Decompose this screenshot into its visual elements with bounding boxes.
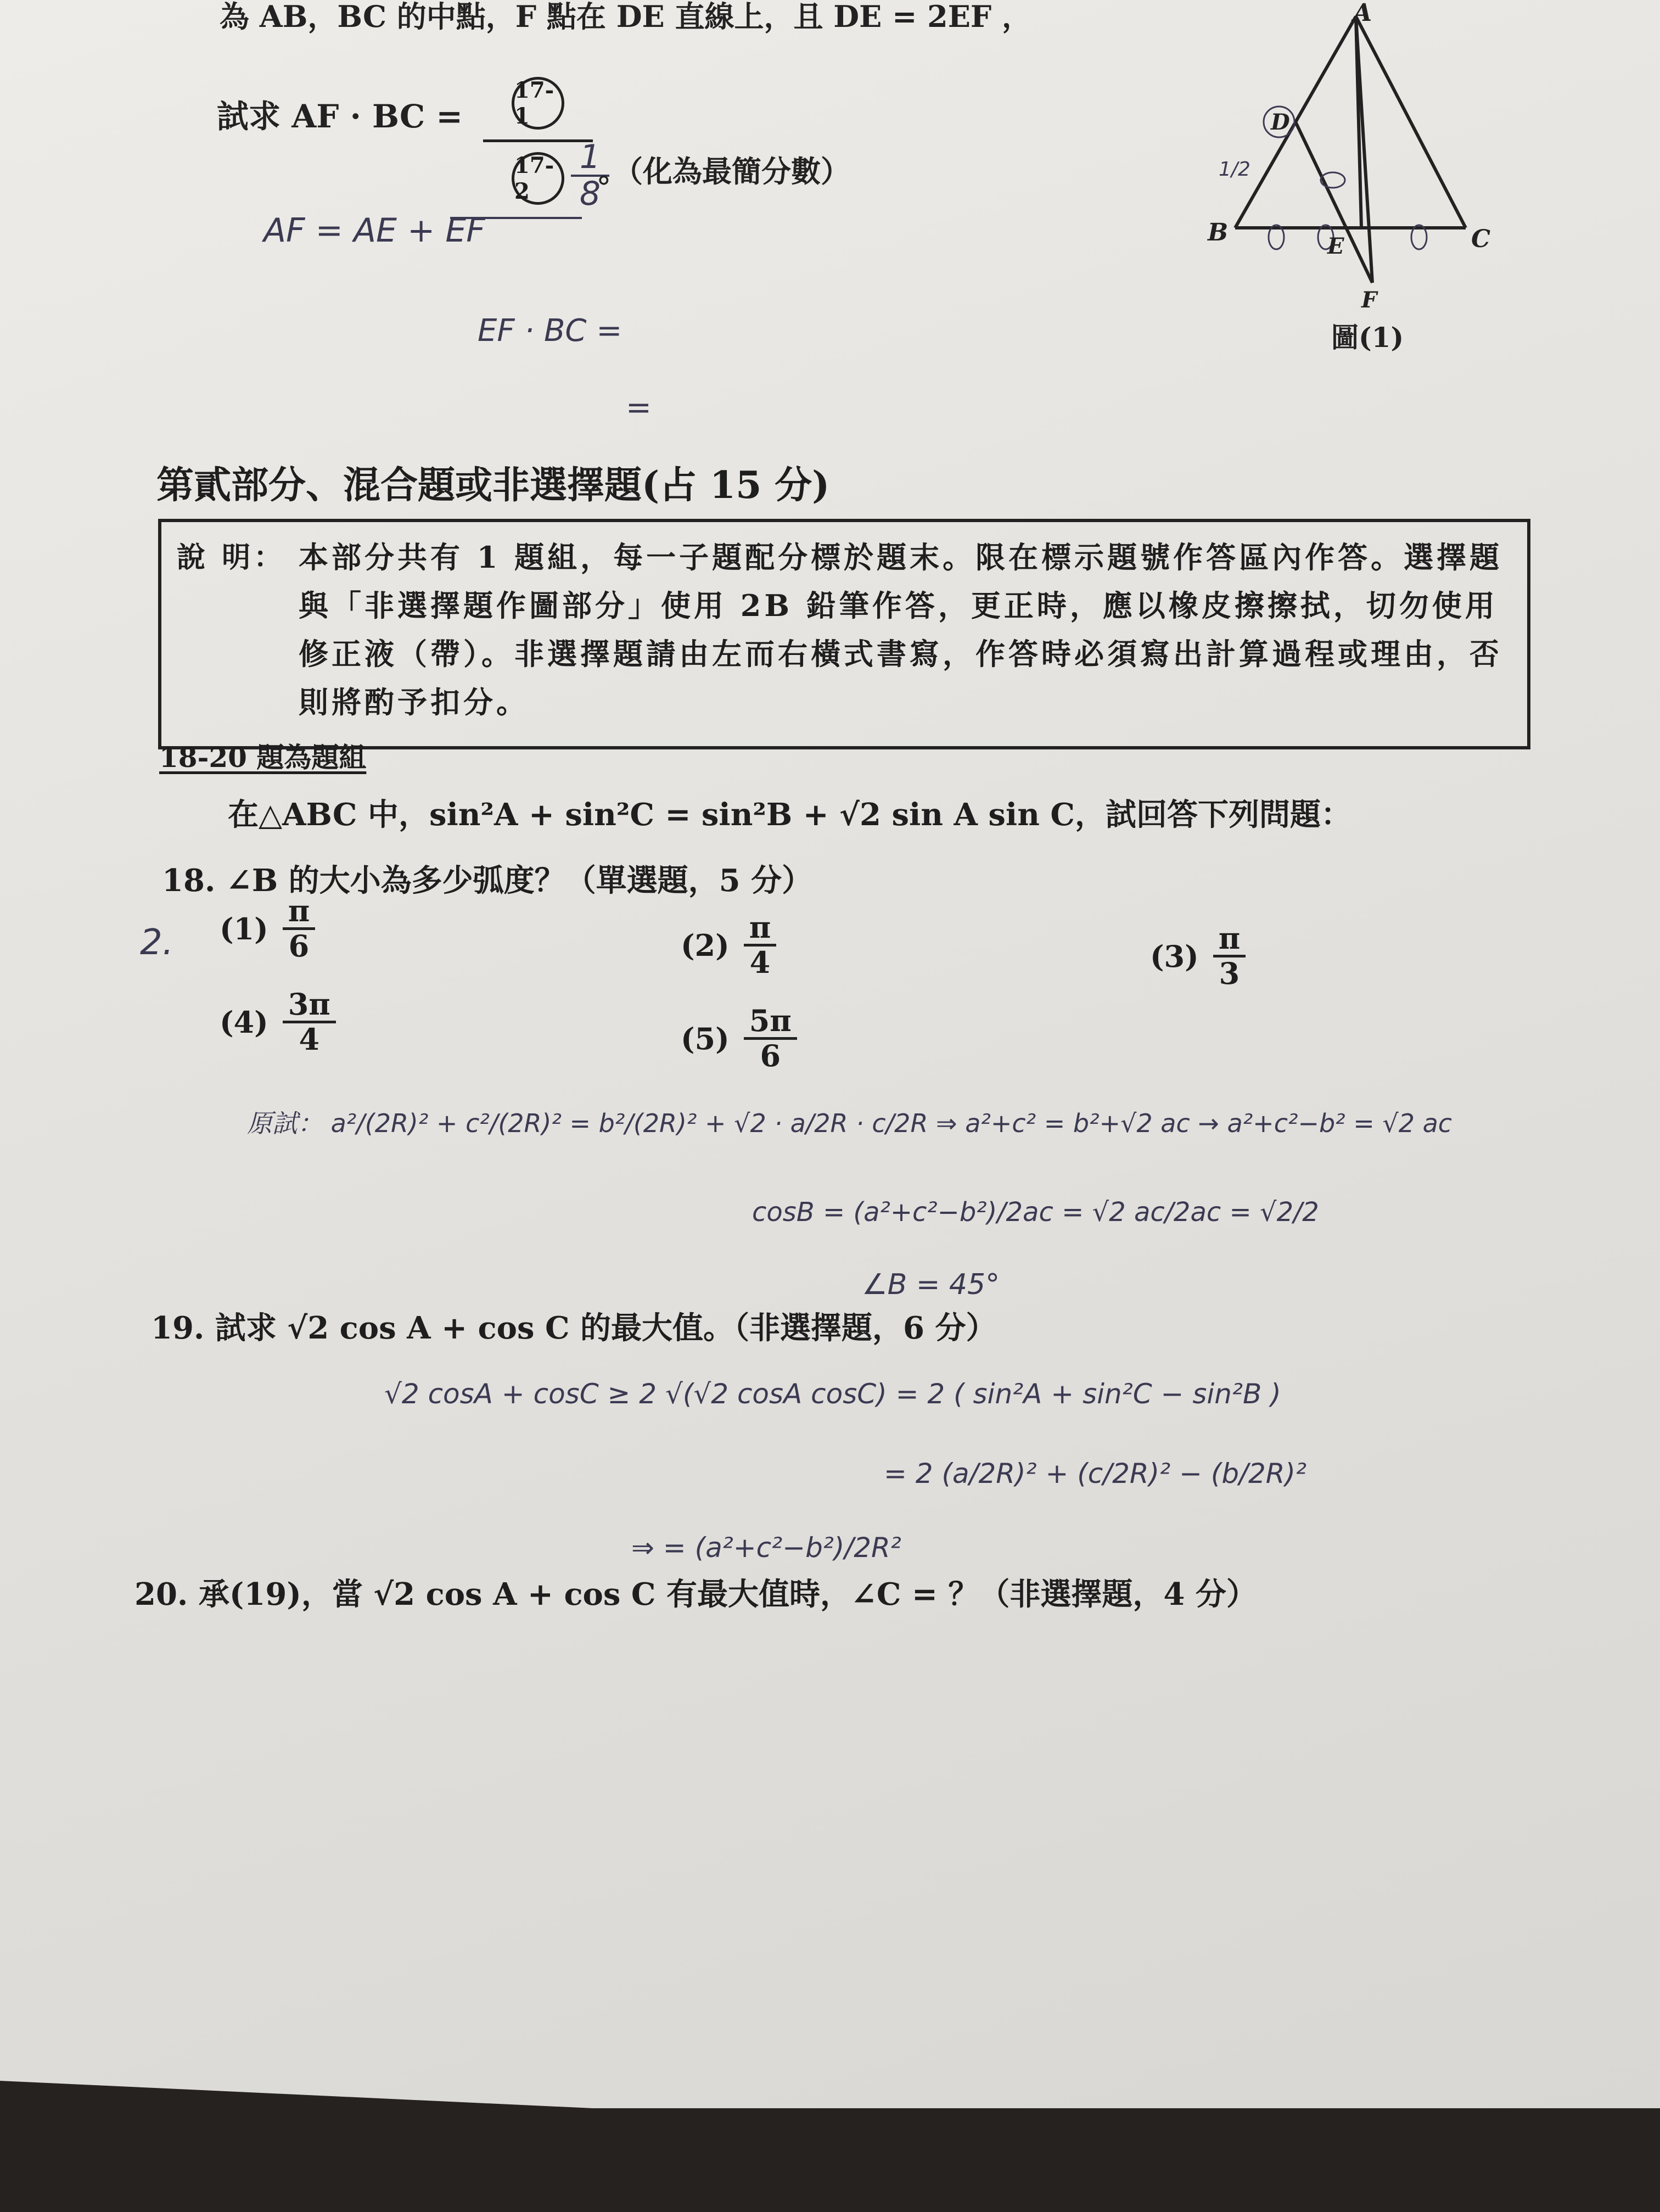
option-fraction [744, 1005, 797, 1073]
hand-answer-num: 1 [579, 138, 601, 176]
figure-label-e: E [1327, 233, 1344, 259]
figure-label-a: A [1353, 0, 1372, 27]
option-fraction [1213, 922, 1246, 990]
notice-box [158, 519, 1530, 749]
section-title: 第貳部分、混合題或非選擇題(占 15 分) [156, 463, 830, 507]
hand-answer-den: 8 [579, 175, 601, 213]
q18-option-2[interactable] [681, 911, 776, 979]
q19-hand-work-line2: = 2 (a/2R)² + (c/2R)² − (b/2R)² [884, 1458, 1307, 1489]
problem17-prompt: 試求 AF · BC = [217, 98, 463, 135]
group-intro: 在△ABC 中，sin²A + sin²C = sin²B + √2 sin A sin C，試回答下列問題： [228, 797, 1351, 833]
option-label: (3) [1150, 938, 1199, 974]
option-den: 4 [749, 945, 771, 981]
q18-hand-work-line3: ∠B = 45° [862, 1268, 1000, 1301]
group-title: 18-20 題為題組 [159, 741, 367, 774]
q18-hand-work-line2: cosB = (a²+c²−b²)/2ac = √2 ac/2ac = √2/2 [752, 1197, 1319, 1228]
problem17-top-text: 為 AB，BC 的中點，F 點在 DE 直線上，且 DE = 2EF ， [220, 0, 1031, 34]
option-num: 5π [744, 1005, 797, 1040]
option-den: 6 [760, 1038, 781, 1074]
option-den: 6 [288, 928, 310, 964]
option-fraction [744, 911, 777, 979]
option-num: 3π [283, 988, 336, 1023]
figure-caption: 圖(1) [1331, 321, 1404, 354]
q18-option-3[interactable] [1150, 922, 1246, 990]
hand-work-17-line1: AF = AE + EF [263, 211, 485, 250]
option-num: π [744, 911, 777, 947]
notice-text: 本部分共有 1 題組，每一子題配分標於題末。限在標示題號作答區內作答。選擇題與「非選擇題作圖部分」使用 2B 鉛筆作答，更正時，應以橡皮擦擦拭，切勿使用修正液（帶）。非選擇題請由左而右橫式書寫，作答時必須寫出計算過程或理由，否則將酌予扣分。 [299, 540, 1503, 720]
q19-hand-work-line3: ⇒ = (a²+c²−b²)/2R² [631, 1532, 901, 1564]
option-label: (2) [681, 927, 730, 963]
figure-hand-half: 1/2 [1219, 158, 1250, 181]
option-fraction [283, 895, 316, 963]
triangle-figure [1197, 0, 1504, 329]
option-num: π [283, 895, 316, 930]
q18-option-5[interactable] [681, 1005, 797, 1073]
q18-text: 18. ∠B 的大小為多少弧度？（單選題，5 分） [162, 863, 813, 899]
q18-hand-work-line1: 原試： a²/(2R)² + c²/(2R)² = b²/(2R)² + √2 · a/2R · c/2R ⇒ a²+c² = b²+√2 ac → a²+c²−b² = √2 ac [247, 1108, 1452, 1138]
figure-label-b: B [1208, 219, 1229, 247]
option-label: (5) [681, 1021, 730, 1056]
q18-hand-answer: 2. [140, 922, 174, 963]
notice-label: 說 明： [177, 541, 286, 574]
figure-label-d: D [1271, 109, 1290, 135]
answer-box-17-1[interactable]: 17-1 [512, 77, 564, 130]
option-den: 4 [299, 1022, 320, 1057]
option-num: π [1213, 922, 1246, 957]
hand-work-17-line2: EF · BC = [478, 313, 622, 349]
option-fraction [283, 988, 336, 1056]
figure-label-f: F [1361, 287, 1377, 313]
hand-work-17-line3: = [626, 390, 652, 425]
problem17-suffix: 。（化為最簡分數） [598, 154, 850, 189]
q18-option-4[interactable] [220, 988, 336, 1056]
answer-box-17-2[interactable]: 17-2 [512, 152, 564, 205]
option-label: (4) [220, 1004, 268, 1040]
q20-text: 20. 承(19)，當 √2 cos A + cos C 有最大值時，∠C = ？（非選擇題，4 分） [134, 1576, 1257, 1612]
option-label: (1) [220, 911, 268, 947]
figure-label-c: C [1471, 225, 1491, 253]
q19-hand-work-line1: √2 cosA + cosC ≥ 2 √(√2 cosA cosC) = 2 ( sin²A + sin²C − sin²B ) [384, 1378, 1281, 1410]
option-den: 3 [1219, 956, 1240, 992]
q18-option-1[interactable] [220, 895, 315, 963]
q19-text: 19. 試求 √2 cos A + cos C 的最大值。（非選擇題，6 分） [151, 1310, 997, 1346]
